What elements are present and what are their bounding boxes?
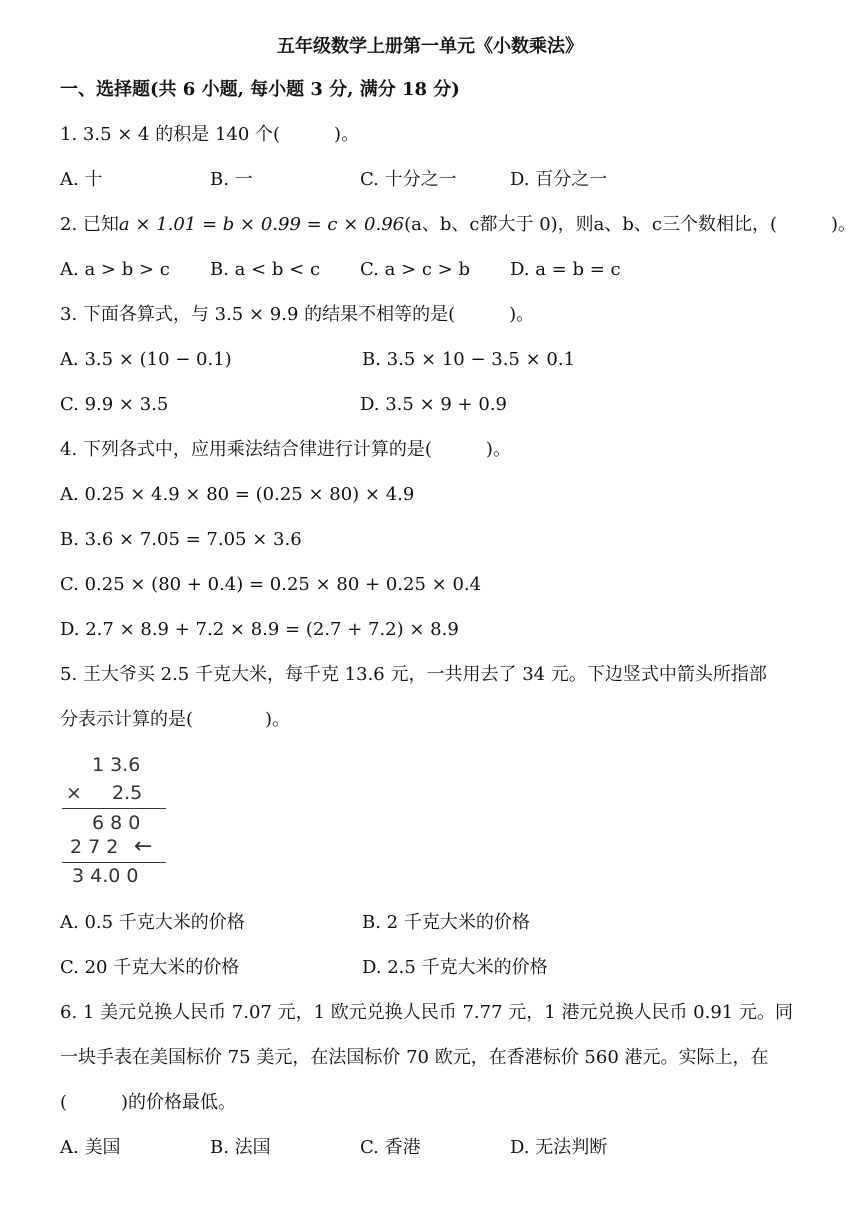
question-6-stem-line1: 6. 1 美元兑换人民币 7.07 元，1 欧元兑换人民币 7.77 元，1 港元兑换人民币 0.91 元。同 [60, 1002, 793, 1023]
calc-rule-1 [62, 808, 166, 809]
section-heading: 一、选择题(共 6 小题, 每小题 3 分, 满分 18 分) [60, 79, 460, 100]
question-2-option-a[interactable]: A. a > b > c [60, 259, 170, 280]
question-6-stem-line2: 一块手表在美国标价 75 美元，在法国标价 70 欧元，在香港标价 560 港元。实际上，在 [60, 1047, 769, 1068]
calc-times-sign: × [66, 782, 82, 804]
question-4-option-b[interactable]: B. 3.6 × 7.05 = 7.05 × 3.6 [60, 529, 302, 550]
question-5-option-c[interactable]: C. 20 千克大米的价格 [60, 957, 240, 978]
question-5-option-a[interactable]: A. 0.5 千克大米的价格 [60, 912, 245, 933]
question-3-option-d[interactable]: D. 3.5 × 9 + 0.9 [360, 394, 507, 415]
question-2-stem-pre: 2. 已知 [60, 214, 119, 235]
question-3-option-c[interactable]: C. 9.9 × 3.5 [60, 394, 169, 415]
question-3-stem: 3. 下面各算式，与 3.5 × 9.9 的结果不相等的是( )。 [60, 304, 535, 325]
calc-partial-2: 2 7 2 [70, 836, 119, 858]
question-4-option-a[interactable]: A. 0.25 × 4.9 × 80 = (0.25 × 80) × 4.9 [60, 484, 415, 505]
question-1-stem: 1. 3.5 × 4 的积是 140 个( )。 [60, 124, 360, 145]
question-4-stem: 4. 下列各式中，应用乘法结合律进行计算的是( )。 [60, 439, 511, 460]
question-6-option-a[interactable]: A. 美国 [60, 1137, 121, 1158]
question-2-option-d[interactable]: D. a = b = c [510, 259, 621, 280]
question-4-option-d[interactable]: D. 2.7 × 8.9 + 7.2 × 8.9 = (2.7 + 7.2) × 8.9 [60, 619, 459, 640]
question-2-stem-post: (a、b、c都大于 0)，则a、b、c三个数相比，( )。 [404, 214, 857, 235]
arrow-left-icon: ← [134, 834, 153, 859]
question-6-stem-line3: ( )的价格最低。 [60, 1092, 237, 1113]
question-6-option-b[interactable]: B. 法国 [210, 1137, 271, 1158]
question-1-option-a[interactable]: A. 十 [60, 169, 103, 190]
vertical-multiplication [62, 752, 192, 892]
question-2-option-b[interactable]: B. a < b < c [210, 259, 321, 280]
question-5-option-d[interactable]: D. 2.5 千克大米的价格 [362, 957, 548, 978]
question-2-stem-math: a × 1.01 = b × 0.99 = c × 0.96 [118, 214, 405, 235]
question-5-stem-line1: 5. 王大爷买 2.5 千克大米，每千克 13.6 元，一共用去了 34 元。下边竖式中箭头所指部 [60, 664, 767, 685]
question-6-option-c[interactable]: C. 香港 [360, 1137, 421, 1158]
question-5-option-b[interactable]: B. 2 千克大米的价格 [362, 912, 530, 933]
calc-multiplier: 2.5 [112, 782, 143, 804]
calc-rule-2 [62, 862, 166, 863]
question-6-option-d[interactable]: D. 无法判断 [510, 1137, 608, 1158]
calc-partial-1: 6 8 0 [92, 812, 141, 834]
calc-product: 3 4.0 0 [72, 865, 139, 887]
question-2-option-c[interactable]: C. a > c > b [360, 259, 470, 280]
page-title: 五年级数学上册第一单元《小数乘法》 [277, 36, 583, 57]
question-3-option-a[interactable]: A. 3.5 × (10 − 0.1) [60, 349, 232, 370]
question-5-stem-line2: 分表示计算的是( )。 [60, 709, 291, 730]
question-4-option-c[interactable]: C. 0.25 × (80 + 0.4) = 0.25 × 80 + 0.25 × 0.4 [60, 574, 482, 595]
question-1-option-d[interactable]: D. 百分之一 [510, 169, 608, 190]
question-3-option-b[interactable]: B. 3.5 × 10 − 3.5 × 0.1 [362, 349, 576, 370]
question-2-stem [60, 213, 856, 237]
question-1-option-c[interactable]: C. 十分之一 [360, 169, 457, 190]
calc-multiplicand: 1 3.6 [92, 754, 141, 776]
question-1-option-b[interactable]: B. 一 [210, 169, 253, 190]
